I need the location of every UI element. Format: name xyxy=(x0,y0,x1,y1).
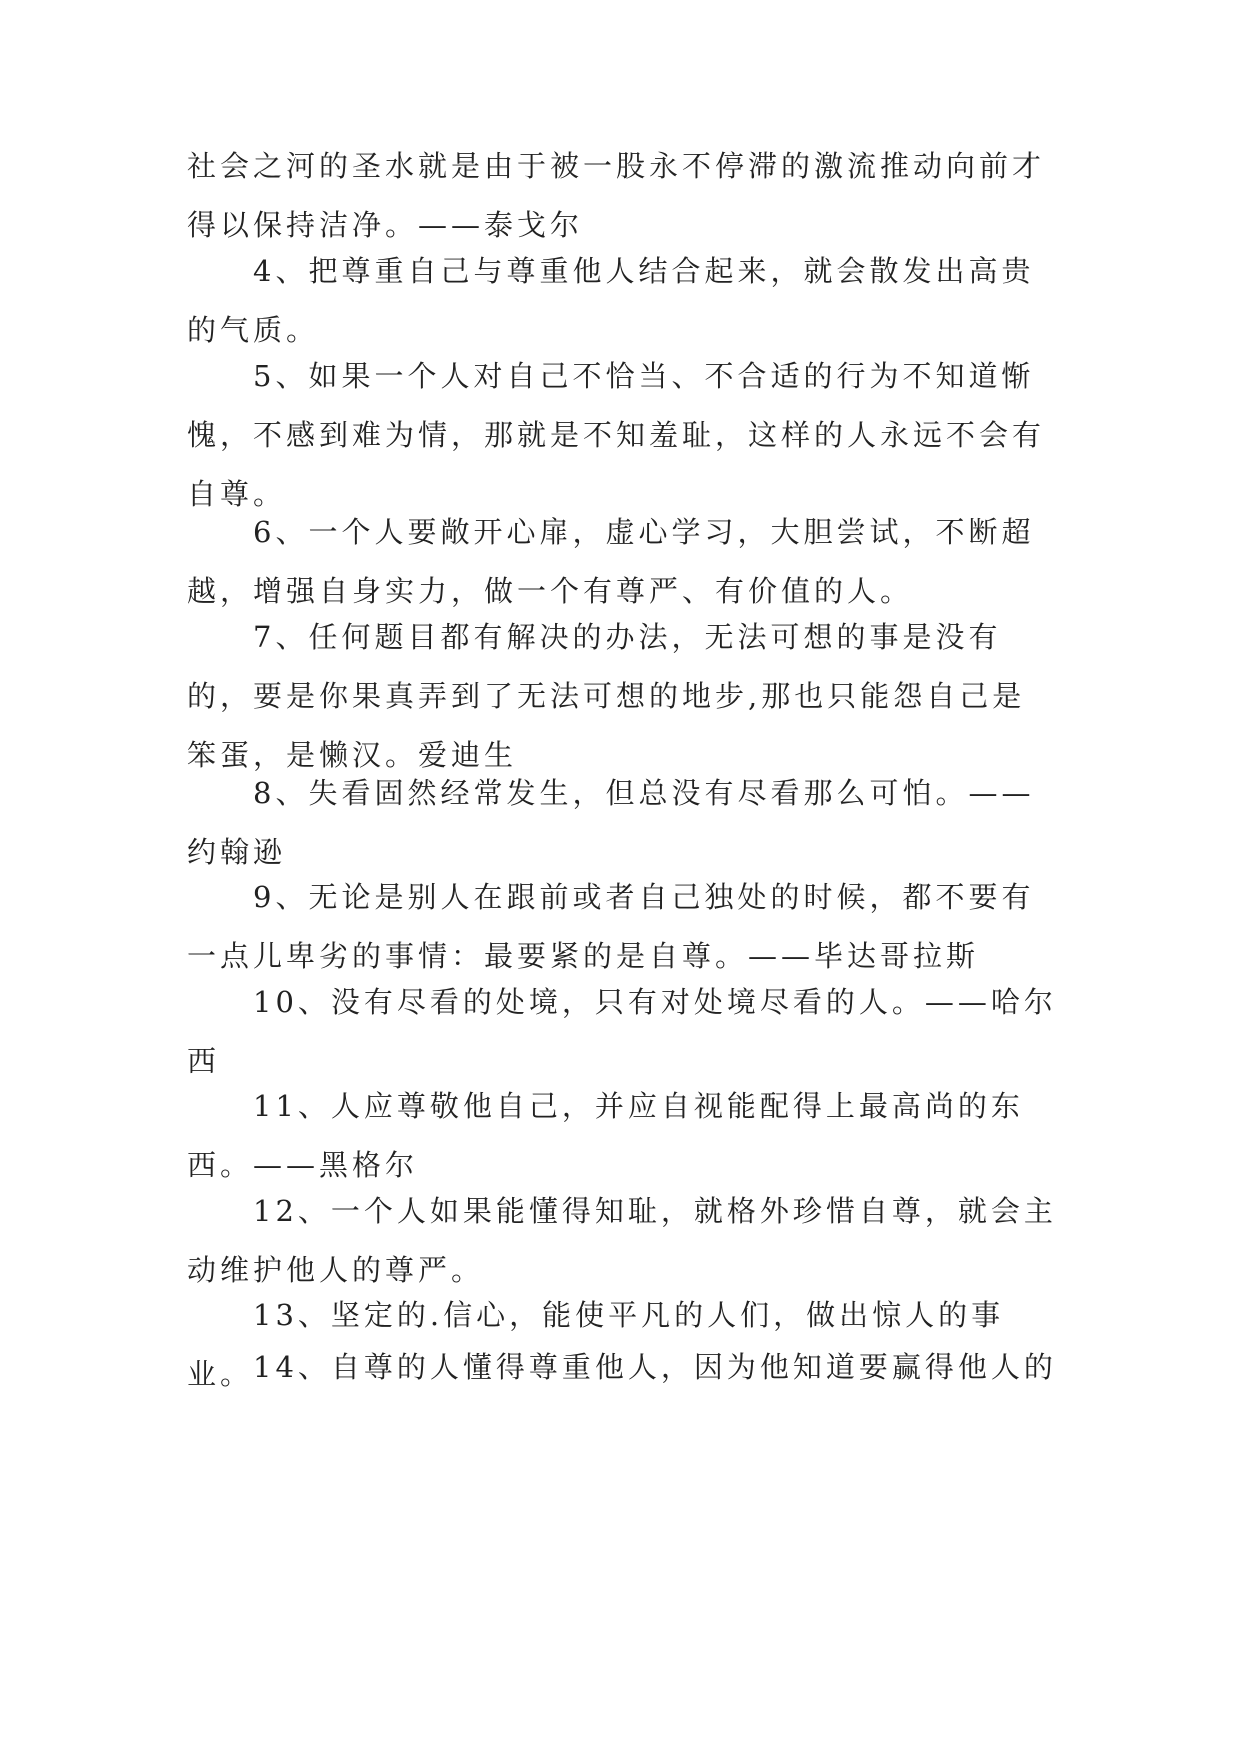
quote-paragraph: 12、一个人如果能懂得知耻，就格外珍惜自尊，就会主动维护他人的尊严。 xyxy=(187,1194,1057,1287)
quote-paragraph: 7、任何题目都有解决的办法，无法可想的事是没有的，要是你果真弄到了无法可想的地步,那也只能怨自己是笨蛋，是懒汉。爱迪生 xyxy=(187,620,1026,772)
quote-paragraph: 13、坚定的.信心，能使平凡的人们，做出惊人的事业。 xyxy=(187,1298,1005,1391)
quote-paragraph: 8、失看固然经常发生，但总没有尽看那么可怕。——约翰逊 xyxy=(187,776,1035,869)
quote-paragraph: 9、无论是别人在跟前或者自己独处的时候，都不要有一点儿卑劣的事情：最要紧的是自尊。——毕达哥拉斯 xyxy=(187,880,1035,973)
quote-paragraph: 6、一个人要敞开心扉，虚心学习，大胆尝试，不断超越，增强自身实力，做一个有尊严、有价值的人。 xyxy=(187,515,1035,608)
quote-paragraph: 14、自尊的人懂得尊重他人，因为他知道要赢得他人的 xyxy=(253,1350,1057,1384)
quote-paragraph: 社会之河的圣水就是由于被一股永不停滞的激流推动向前才得以保持洁净。——泰戈尔 xyxy=(187,149,1046,242)
quote-paragraph: 10、没有尽看的处境，只有对处境尽看的人。——哈尔西 xyxy=(187,985,1057,1078)
quote-paragraph: 4、把尊重自己与尊重他人结合起来，就会散发出高贵的气质。 xyxy=(187,254,1035,347)
quote-paragraph: 11、人应尊敬他自己，并应自视能配得上最高尚的东西。——黑格尔 xyxy=(187,1089,1024,1182)
quote-paragraph: 5、如果一个人对自己不恰当、不合适的行为不知道惭愧，不感到难为情，那就是不知羞耻，这样的人永远不会有自尊。 xyxy=(187,359,1046,511)
